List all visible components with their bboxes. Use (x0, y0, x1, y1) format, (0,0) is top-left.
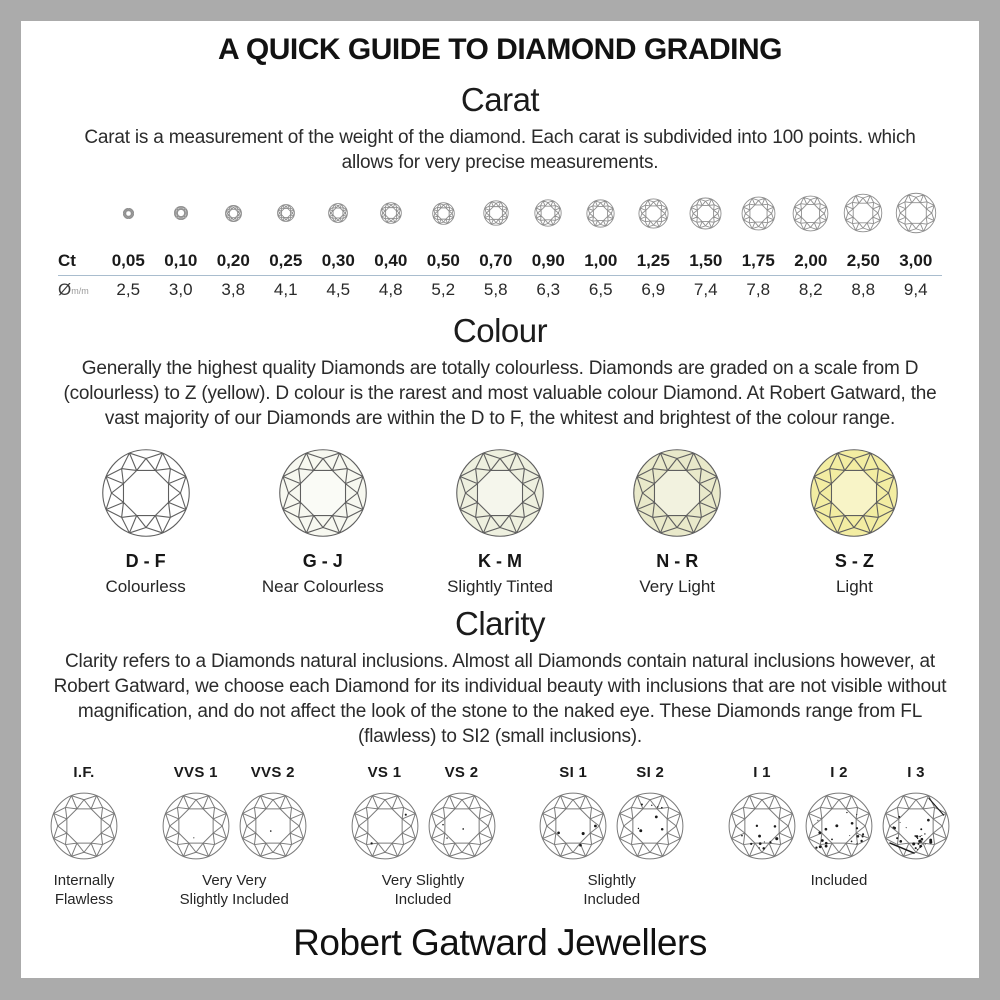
carat-diamond-icon (837, 193, 890, 233)
colour-description: Generally the highest quality Diamonds are totally colourless. Diamonds are graded on a scale from D (colourless) to Z (yellow). D colour is the rarest and most valuable colour Diamond. At Robert Gatward, the vast majority of our Diamonds are within the D to F, the whitest and brightest of the colour range. (63, 358, 937, 430)
diamond-clarity-icon (427, 791, 497, 861)
clarity-stone (161, 764, 231, 861)
clarity-grade-label: VVS 2 (250, 763, 295, 781)
carat-ct-row (58, 249, 942, 273)
carat-diamond-icon (470, 200, 523, 226)
clarity-stone (538, 764, 608, 861)
clarity-stone (615, 764, 685, 861)
carat-diamond-icon (260, 204, 313, 222)
page-title: A QUICK GUIDE TO DIAMOND GRADING (217, 33, 782, 66)
carat-value: 2,00 (794, 251, 828, 271)
clarity-stone (350, 764, 420, 861)
carat-value: 0,10 (164, 251, 198, 271)
colour-grade-item (766, 447, 943, 597)
diameter-value: 6,9 (641, 280, 666, 300)
diameter-value: 4,5 (326, 280, 351, 300)
diameter-value: 5,2 (431, 280, 456, 300)
carat-diamond-icon (207, 205, 260, 222)
clarity-stone (881, 764, 951, 861)
carat-value: 0,40 (374, 251, 408, 271)
carat-diamond-row (58, 187, 942, 239)
clarity-grade-label: I 3 (907, 763, 925, 781)
carat-value: 1,25 (636, 251, 670, 271)
clarity-group (49, 764, 119, 909)
diamond-colour-icon (589, 447, 766, 539)
carat-value: 0,30 (321, 251, 355, 271)
colour-range-label: D - F (125, 551, 166, 572)
diameter-value: 2,5 (116, 280, 141, 300)
diameter-symbol: Øm/m (58, 280, 89, 300)
carat-diamond-icon (680, 197, 733, 230)
diamond-clarity-icon (727, 791, 797, 861)
diameter-value: 6,3 (536, 280, 561, 300)
diameter-value: 4,1 (273, 280, 298, 300)
diameter-value: 7,8 (746, 280, 771, 300)
carat-size-chart (58, 187, 942, 302)
clarity-grade-label: I 2 (830, 763, 848, 781)
carat-diamond-icon (890, 192, 943, 234)
clarity-section (21, 605, 979, 909)
clarity-stone (238, 764, 308, 861)
clarity-group (538, 764, 685, 909)
carat-diamond-icon (155, 206, 208, 220)
carat-section (21, 81, 979, 302)
clarity-stone (727, 764, 797, 861)
carat-section-heading: Carat (460, 81, 540, 118)
carat-diamond-icon (627, 198, 680, 229)
colour-grade-name: Colourless (105, 577, 186, 597)
clarity-grade-label: VS 2 (444, 763, 479, 781)
carat-diamond-icon (312, 203, 365, 223)
carat-value: 0,05 (111, 251, 145, 271)
colour-range-label: N - R (656, 551, 699, 572)
clarity-group-name: Very Slightly Included (381, 871, 465, 908)
diamond-clarity-icon (615, 791, 685, 861)
diameter-value: 7,4 (693, 280, 718, 300)
colour-range-label: S - Z (834, 551, 874, 572)
colour-grade-row (57, 447, 943, 597)
colour-grade-name: Slightly Tinted (447, 577, 553, 597)
diameter-value: 3,0 (168, 280, 193, 300)
colour-grade-name: Light (835, 577, 873, 597)
carat-diamond-icon (785, 195, 838, 232)
diameter-value: 3,8 (221, 280, 246, 300)
diameter-value: 8,2 (798, 280, 823, 300)
clarity-description: Clarity refers to a Diamonds natural inclusions. Almost all Diamonds contain natural inclusions however, at Robert Gatward, we choose each Diamond for its individual beauty with inclusions that are not visible without magnification, and do not affect the look of the stone to the naked eye. These Diamonds range from FL (flawless) to SI2 (small inclusions). (53, 651, 947, 748)
chart-divider-line (58, 275, 942, 276)
carat-value: 0,70 (479, 251, 513, 271)
clarity-group (350, 764, 497, 909)
carat-diamond-icon (417, 202, 470, 225)
clarity-grade-label: VVS 1 (173, 763, 218, 781)
diamond-colour-icon (57, 447, 234, 539)
diameter-value: 6,5 (588, 280, 613, 300)
clarity-section-heading: Clarity (454, 605, 545, 643)
carat-description: Carat is a measurement of the weight of the diamond. Each carat is subdivided into 100 points. which allows for very precise measurements. (84, 126, 916, 174)
colour-section (21, 312, 979, 597)
brand-name: Robert Gatward Jewellers (293, 921, 707, 963)
carat-mm-row (58, 278, 942, 302)
carat-value: 3,00 (899, 251, 933, 271)
colour-grade-item (411, 447, 588, 597)
colour-range-label: G - J (302, 551, 343, 572)
carat-value: 0,25 (269, 251, 303, 271)
diamond-colour-icon (234, 447, 411, 539)
diamond-colour-icon (411, 447, 588, 539)
clarity-grade-label: SI 1 (559, 763, 588, 781)
colour-grade-item (57, 447, 234, 597)
diamond-clarity-icon (238, 791, 308, 861)
colour-range-label: K - M (478, 551, 522, 572)
clarity-group (161, 764, 308, 909)
carat-diamond-icon (365, 202, 418, 224)
diamond-clarity-icon (538, 791, 608, 861)
clarity-group-name: Very Very Slightly Included (179, 871, 289, 908)
clarity-stone (49, 764, 119, 861)
clarity-group (727, 764, 951, 890)
diamond-clarity-icon (804, 791, 874, 861)
carat-value: 2,50 (846, 251, 880, 271)
colour-grade-name: Near Colourless (261, 577, 384, 597)
clarity-grade-label: VS 1 (367, 763, 402, 781)
diamond-colour-icon (766, 447, 943, 539)
carat-diamond-icon (575, 199, 628, 228)
clarity-grade-label: I.F. (73, 763, 95, 781)
clarity-grade-row (49, 764, 951, 909)
carat-diamond-icon (522, 199, 575, 227)
diameter-value: 5,8 (483, 280, 508, 300)
diameter-value: 4,8 (378, 280, 403, 300)
clarity-grade-label: I 1 (753, 763, 771, 781)
diamond-clarity-icon (881, 791, 951, 861)
clarity-group-name: Slightly Included (583, 871, 641, 908)
carat-diamond-icon (102, 208, 155, 219)
colour-grade-item (589, 447, 766, 597)
carat-value: 1,00 (584, 251, 618, 271)
carat-value: 0,90 (531, 251, 565, 271)
diameter-value: 9,4 (903, 280, 928, 300)
carat-value: 0,50 (426, 251, 460, 271)
carat-value: 0,20 (216, 251, 250, 271)
colour-grade-name: Very Light (639, 577, 716, 597)
diamond-clarity-icon (350, 791, 420, 861)
diameter-row-label (58, 280, 102, 300)
carat-row-label: Ct (58, 251, 76, 271)
diamond-clarity-icon (49, 791, 119, 861)
colour-section-heading: Colour (452, 312, 548, 350)
diameter-value: 8,8 (851, 280, 876, 300)
carat-value: 1,75 (741, 251, 775, 271)
colour-grade-item (234, 447, 411, 597)
clarity-stone (804, 764, 874, 861)
guide-card (21, 21, 979, 978)
clarity-stone (427, 764, 497, 861)
clarity-group-name: Included (810, 871, 868, 889)
carat-diamond-icon (732, 196, 785, 231)
clarity-group-name: Internally Flawless (53, 871, 115, 908)
carat-value: 1,50 (689, 251, 723, 271)
clarity-grade-label: SI 2 (636, 763, 665, 781)
diamond-clarity-icon (161, 791, 231, 861)
